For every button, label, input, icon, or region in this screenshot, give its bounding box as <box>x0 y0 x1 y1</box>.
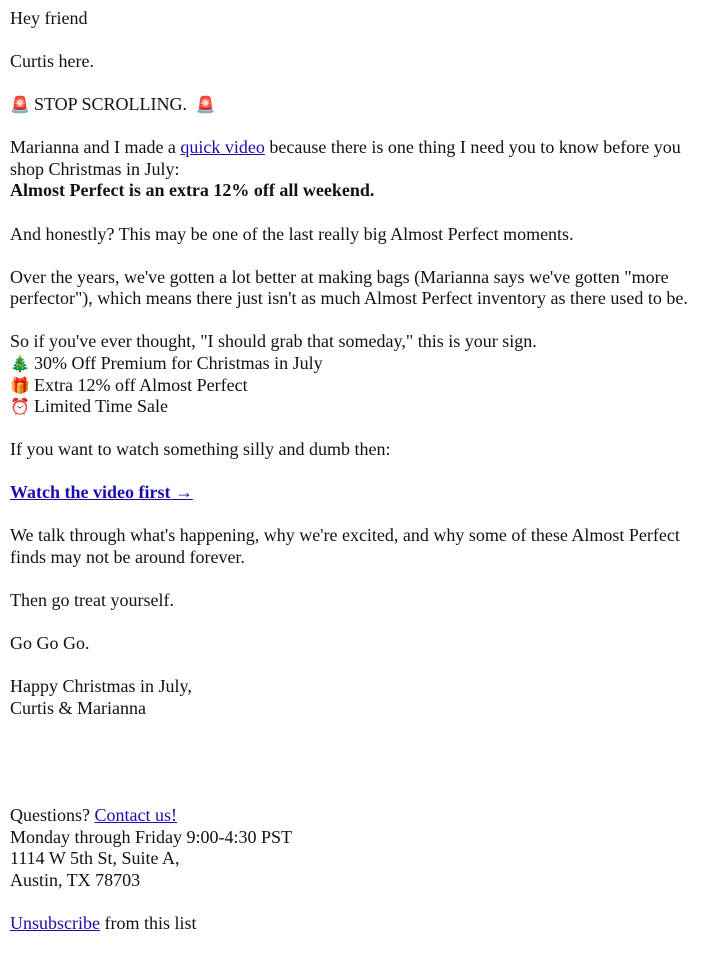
paragraph-gogogo: Go Go Go. <box>10 633 90 654</box>
offers-lead: So if you've ever thought, "I should grab that someday," this is your sign. <box>10 331 537 352</box>
spacer <box>10 741 710 805</box>
offer-item: 🎁 Extra 12% off Almost Perfect <box>10 374 248 395</box>
intro: Curtis here. <box>10 51 94 72</box>
offer-item: ⏰ Limited Time Sale <box>10 396 169 417</box>
christmas-tree-icon: 🎄 <box>10 353 30 373</box>
paragraph-treat: Then go treat yourself. <box>10 590 174 611</box>
alert-text: STOP SCROLLING. <box>34 94 188 115</box>
discount-highlight: Almost Perfect is an extra 12% off all weekend. <box>10 180 375 201</box>
footer-address-line1: 1114 W 5th St, Suite A, <box>10 848 180 869</box>
paragraph-talk: We talk through what's happening, why we're excited, and why some of these Almost Perfect finds may not be around forever. <box>10 525 680 567</box>
cta-line <box>10 482 710 504</box>
signoff-names: Curtis & Marianna <box>10 697 146 718</box>
greeting: Hey friend <box>10 8 88 28</box>
police-siren-icon: 🚨 <box>10 95 30 115</box>
offer-item: 🎄 30% Off Premium for Christmas in July <box>10 352 323 373</box>
gift-icon: 🎁 <box>10 375 30 395</box>
paragraph-silly: If you want to watch something silly and dumb then: <box>10 439 391 460</box>
police-siren-icon: 🚨 <box>195 95 216 115</box>
quick-video-link[interactable]: quick video <box>180 137 265 158</box>
paragraph-offers <box>10 331 710 417</box>
watch-video-button[interactable]: Watch the video first → <box>10 482 193 503</box>
paragraph-inventory: Over the years, we've gotten a lot better at making bags (Marianna says we've gotten "more perfector"), which means there just isn't as much Almost Perfect inventory as there used to be. <box>10 266 688 309</box>
footer-contact: Questions? Contact us! Monday through Friday 9:00-4:30 PST 1114 W 5th St, Suite A, Austin, TX 78703 <box>10 805 710 891</box>
unsubscribe-link[interactable]: Unsubscribe <box>10 912 100 933</box>
signoff <box>10 676 710 719</box>
alarm-clock-icon: ⏰ <box>10 397 30 417</box>
contact-us-link[interactable]: Contact us! <box>94 804 177 825</box>
paragraph-video: Marianna and I made a quick video because there is one thing I need you to know before you shop Christmas in July: Almost Perfect is an extra 12% off all weekend. <box>10 137 681 201</box>
signoff-line1: Happy Christmas in July, <box>10 676 192 697</box>
footer-unsubscribe: Unsubscribe from this list <box>10 912 197 933</box>
footer-address-line2: Austin, TX 78703 <box>10 869 141 890</box>
paragraph-honestly: And honestly? This may be one of the last really big Almost Perfect moments. <box>10 223 574 244</box>
footer-hours: Monday through Friday 9:00-4:30 PST <box>10 826 292 847</box>
alert-line <box>10 94 710 116</box>
